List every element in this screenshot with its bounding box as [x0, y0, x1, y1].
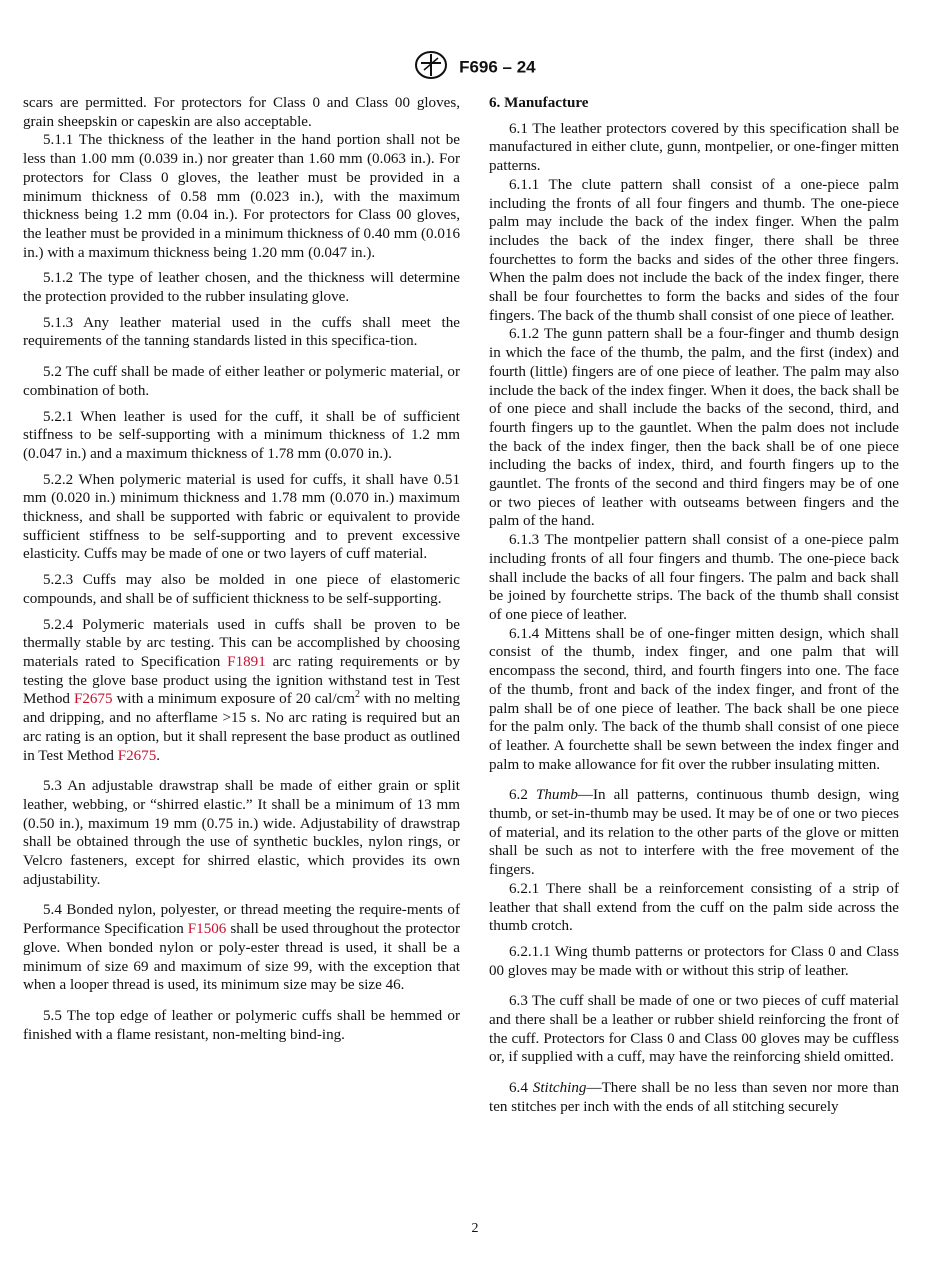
- subsection-title: Stitching: [532, 1080, 587, 1097]
- text: with no melting and dripping, and no afterflame >15 s. No arc rating is required but an arc rating is an option, but it shall represent the base product as outlined in Test Method: [23, 691, 460, 764]
- paragraph-6-4: [489, 1079, 899, 1116]
- text: with a minimum exposure of 20 cal/cm: [112, 691, 356, 708]
- paragraph-5-2: 5.2 The cuff shall be made of either leather or polymeric material, or combination of both.: [23, 364, 460, 399]
- paragraph-5-2-1: 5.2.1 When leather is used for the cuff, it shall be of sufficient stiffness to be self-supporting with a minimum thickness of 1.2 mm (0.047 in.) and a maximum thickness of 1.78 mm (0.070 in.).: [23, 408, 460, 462]
- paragraph-5-2-2: 5.2.2 When polymeric material is used for cuffs, it shall have 0.51 mm (0.020 in.) minimum thickness and 1.78 mm (0.070 in.) maximum thickness, and shall be supported with fabric or equivalent to provide sufficient stiffness to be self-supporting and to prevent excessive elasticity. Cuffs may be made of one or two layers of cuff material.: [23, 471, 460, 563]
- page-header: [0, 50, 950, 85]
- paragraph-5-1-2: 5.1.2 The type of leather chosen, and the thickness will determine the protection provided to the rubber insulating glove.: [23, 270, 460, 306]
- paragraph-6-1-3: 6.1.3 The montpelier pattern shall consist of a one-piece palm including fronts of all four fingers and thumb. The one-piece back shall include the backs of all four fingers. The palm and back shall be joined by fourchette strips. The back of the thumb shall consist of one piece of leather.: [489, 532, 899, 623]
- paragraph-6-2-1: 6.2.1 There shall be a reinforcement consisting of a strip of leather that shall extend from the cuff on the palm side across the thumb crotch.: [489, 880, 899, 935]
- text: 6.4: [509, 1080, 533, 1097]
- text: 5.4 Bonded nylon, polyester, or thread meeting the require-ments of Performance Specification: [23, 902, 460, 938]
- paragraph-5-1-1: 5.1.1 The thickness of the leather in the hand portion shall not be less than 1.00 mm (0.039 in.) nor greater than 1.60 mm (0.063 in.). For protectors for Class 0 gloves, the leather must be provided in a minimum thickness of 0.58 mm (0.023 in.), with the maximum thickness being 1.2 mm (0.04 in.). For protectors for Class 00 gloves, the leather must be provided in a minimum thickness of 0.40 mm (0.016 in.) with a maximum thickness being 1.20 mm (0.047 in.).: [23, 132, 460, 261]
- text: 5.2.4 Polymeric materials used in cuffs shall be proven to be thermally stable by arc testing. This can be accomplished by choosing materials rated to Specification: [23, 616, 460, 670]
- paragraph-6-1: 6.1 The leather protectors covered by this specification shall be manufactured in either clute, gunn, montpelier, or one-finger mitten patterns.: [489, 120, 899, 175]
- reference-link-f1891[interactable]: F1891: [227, 653, 266, 670]
- paragraph-5-1-3: 5.1.3 Any leather material used in the cuffs shall meet the requirements of the tanning standards listed in this specifica-tion.: [23, 314, 460, 350]
- reference-link-f2675[interactable]: F2675: [73, 691, 113, 708]
- paragraph-5-2-3: 5.2.3 Cuffs may also be molded in one piece of elastomeric compounds, and shall be of sufficient thickness to be self-supporting.: [23, 572, 460, 607]
- paragraph-5-4: [23, 901, 460, 995]
- text: shall be used throughout the protector glove. When bonded nylon or poly-ester thread is used, it shall be a minimum of size 69 and maximum of size 99, with the exception that when a looper thread is used, its minimum size may be size 46.: [23, 921, 460, 994]
- reference-link-f1506[interactable]: F1506: [187, 921, 227, 938]
- page-number: 2: [471, 1221, 479, 1236]
- text: arc rating requirements or by testing the glove base product using the ignition withstand test in Test Method: [23, 653, 460, 708]
- paragraph-5-2-4: [23, 616, 460, 766]
- text: .: [156, 747, 161, 764]
- left-column: [23, 94, 460, 1044]
- paragraph-5-1-continued: scars are permitted. For protectors for Class 0 and Class 00 gloves, grain sheepskin or capeskin are also acceptable.: [23, 95, 460, 130]
- text: 6.2: [509, 787, 536, 804]
- right-column: [489, 94, 899, 1117]
- superscript: 2: [355, 689, 361, 701]
- subsection-title: Thumb: [535, 787, 578, 804]
- text: —In all patterns, continuous thumb design, wing thumb, or set-in-thumb may be used. It may be of one or two pieces of material, and its relation to the other parts of the glove or mitten shall be such as not to interfere with the free movement of the fingers.: [489, 787, 899, 879]
- paragraph-5-5: 5.5 The top edge of leather or polymeric cuffs shall be hemmed or finished with a flame resistant, non-melting bind-ing.: [23, 1007, 460, 1043]
- paragraph-5-3: 5.3 An adjustable drawstrap shall be made of either grain or split leather, webbing, or “shirred elastic.” It shall be a minimum of 13 mm (0.50 in.), maximum 19 mm (0.75 in.) wide. Adjustability of drawstrap shall be obtained through the use of synthetic buckles, nylon rings, or Velcro fasteners, except for shirred elastic, which provides its own adjustability.: [23, 778, 460, 888]
- section-heading-manufacture: 6. Manufacture: [489, 95, 589, 111]
- text: —There shall be no less than seven nor more than ten stitches per inch with the ends of all stitching securely: [489, 1080, 899, 1115]
- astm-logo-icon: [414, 50, 448, 85]
- paragraph-6-2-1-1: 6.2.1.1 Wing thumb patterns or protectors for Class 0 and Class 00 gloves may be made with or without this strip of leather.: [489, 943, 899, 979]
- paragraph-6-1-2: 6.1.2 The gunn pattern shall be a four-finger and thumb design in which the face of the thumb, the palm, and the first (index) and fourth (little) fingers are of one piece of leather. The palm may also include the back of the index finger. When it does, the back shall be of one piece and shall include the backs of the second, third, and fourth fingers up to the gauntlet. When the palm does not include the back of the index finger, then the back shall be of one piece including the backs of index, third, and fourth fingers up to the gauntlet. The fronts of the second and third fingers may be of one or two pieces of leather with outseams between fingers and the palm of the hand.: [489, 326, 899, 530]
- paragraph-6-3: 6.3 The cuff shall be made of one or two pieces of cuff material and there shall be a leather or rubber shield reinforcing the front of the cuff. Protectors for Class 0 and Class 00 gloves may be cuffless or, if supplied with a cuff, may have the reinforcing shield omitted.: [489, 993, 899, 1066]
- paragraph-6-1-1: 6.1.1 The clute pattern shall consist of a one-piece palm including the fronts of all four fingers and thumb. The one-piece palm may include the back of the index finger. When the palm includes the back of the index finger, there shall be three fourchettes to form the backs and sides of the other three fingers. When the palm does not include the back of the index finger, there shall be four fourchettes to form the backs and sides of the four fingers. The back of the thumb shall consist of one piece of leather.: [489, 176, 899, 324]
- designation: F696 – 24: [459, 57, 536, 77]
- paragraph-6-2: [489, 786, 899, 880]
- reference-link-f2675[interactable]: F2675: [117, 747, 157, 764]
- paragraph-6-1-4: 6.1.4 Mittens shall be of one-finger mitten design, which shall consist of the thumb, index finger, and one palm that will encompass the second, third, and fourth fingers into one. The face of the thumb, front and back of the index finger, and front of the palm shall be of one piece of leather. The back shall be one piece for the palm only. The back of the thumb shall consist of one piece of leather. A fourchette shall be sewn between the index finger and palm to make allowance for fit over the rubber insulating mitten.: [489, 625, 899, 773]
